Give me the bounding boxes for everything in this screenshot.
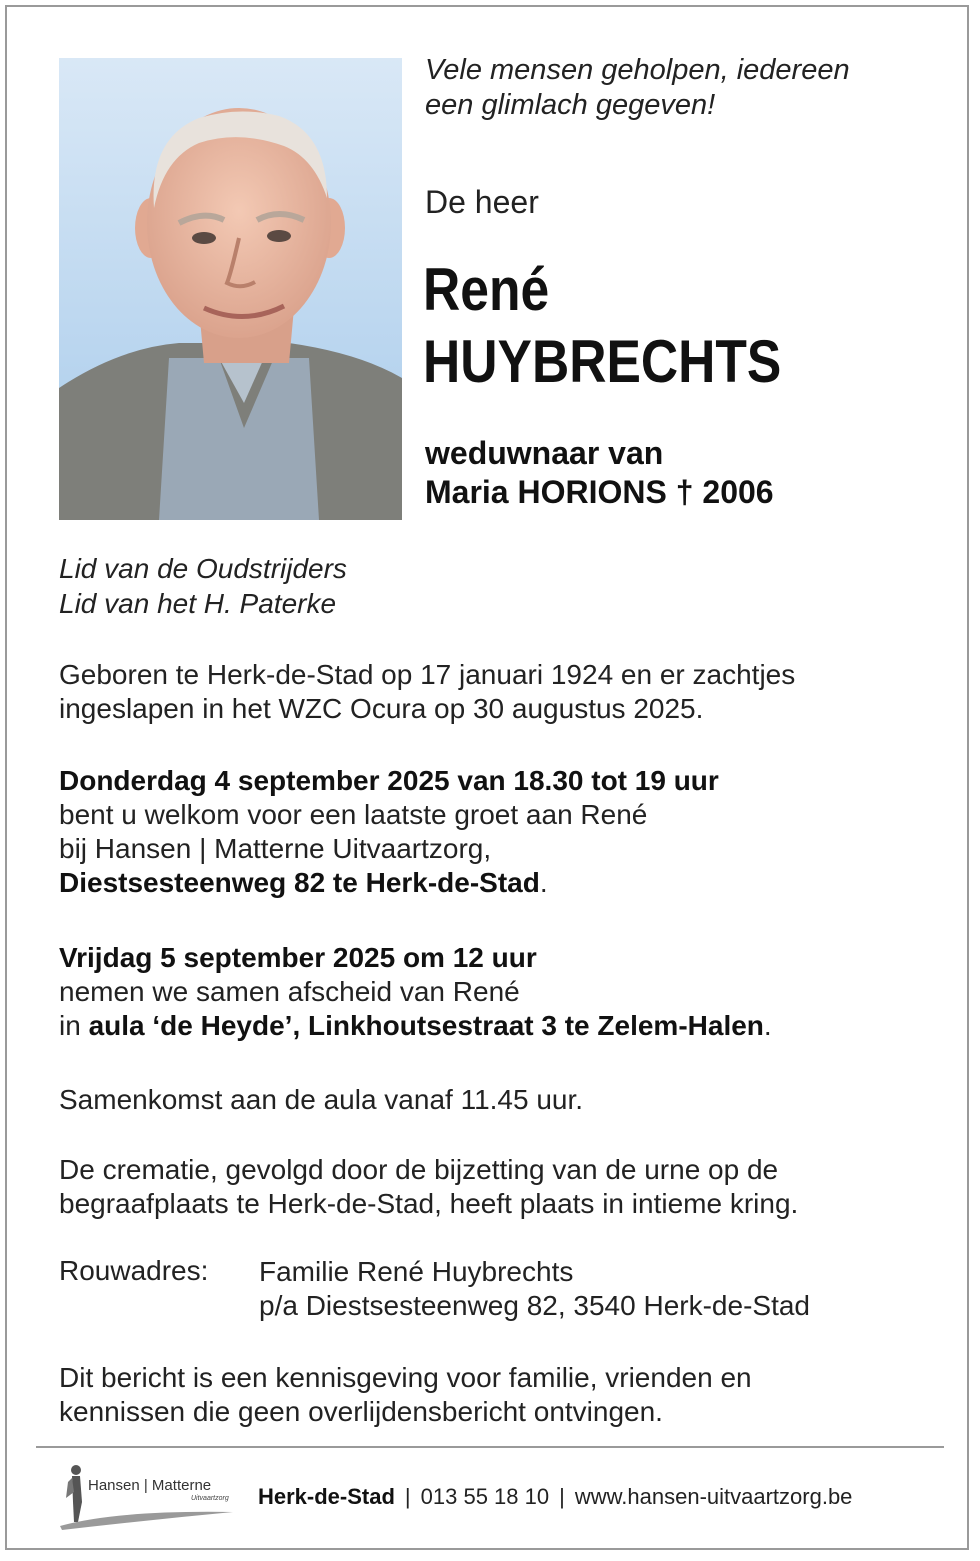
text-prefix: in bbox=[59, 1010, 89, 1041]
membership-line: Lid van het H. Paterke bbox=[59, 588, 337, 619]
footer-phone[interactable]: 013 55 18 10 bbox=[420, 1484, 550, 1509]
membership-line: Lid van de Oudstrijders bbox=[59, 553, 347, 584]
salutation: De heer bbox=[425, 184, 539, 220]
spouse-line: Maria HORIONS † 2006 bbox=[425, 474, 774, 510]
gathering-line: Samenkomst aan de aula vanaf 11.45 uur. bbox=[59, 1084, 584, 1115]
text-line: kennissen die geen overlijdensbericht ontvingen. bbox=[59, 1396, 663, 1427]
first-name: René bbox=[423, 256, 550, 323]
farewell-paragraph bbox=[59, 941, 939, 1043]
text-line: bent u welkom voor een laatste groet aan René bbox=[59, 799, 648, 830]
text-line: nemen we samen afscheid van René bbox=[59, 976, 520, 1007]
birth-death-paragraph bbox=[59, 658, 939, 726]
footer-website-link[interactable]: www.hansen-uitvaartzorg.be bbox=[574, 1484, 853, 1509]
logo-name: Hansen | Matterne bbox=[88, 1477, 212, 1494]
footer-town: Herk-de-Stad bbox=[258, 1484, 395, 1509]
text-line: begraafplaats te Herk-de-Stad, heeft plaats in intieme kring. bbox=[59, 1188, 799, 1219]
memberships bbox=[59, 551, 347, 621]
rouwadres-label: Rouwadres: bbox=[59, 1255, 209, 1286]
spouse-info bbox=[425, 434, 955, 512]
spouse-line: weduwnaar van bbox=[425, 435, 664, 471]
quote-line: een glimlach gegeven! bbox=[425, 89, 716, 121]
address-line: Familie René Huybrechts bbox=[259, 1256, 574, 1287]
farewell-location: aula ‘de Heyde’, Linkhoutsestraat 3 te Zelem-Halen bbox=[88, 1010, 764, 1041]
visitation-date: Donderdag 4 september 2025 van 18.30 tot 19 uur bbox=[59, 765, 719, 796]
quote bbox=[425, 53, 945, 123]
separator: | bbox=[404, 1484, 411, 1509]
cremation-paragraph bbox=[59, 1153, 939, 1221]
punctuation: . bbox=[539, 867, 548, 898]
punctuation: . bbox=[763, 1010, 772, 1041]
farewell-date: Vrijdag 5 september 2025 om 12 uur bbox=[59, 942, 537, 973]
text-line: Geboren te Herk-de-Stad op 17 januari 1924 en er zachtjes bbox=[59, 659, 796, 690]
logo-subtitle: Uitvaartzorg bbox=[191, 1495, 229, 1502]
quote-line: Vele mensen geholpen, iedereen bbox=[425, 54, 850, 86]
portrait-photo bbox=[59, 58, 402, 520]
footer-divider bbox=[36, 1446, 944, 1448]
text-line: Dit bericht is een kennisgeving voor familie, vrienden en bbox=[59, 1362, 752, 1393]
visitation-paragraph bbox=[59, 764, 939, 900]
last-name: HUYBRECHTS bbox=[423, 328, 782, 395]
text-line: bij Hansen | Matterne Uitvaartzorg, bbox=[59, 833, 492, 864]
separator: | bbox=[559, 1484, 565, 1509]
notice-paragraph bbox=[59, 1361, 939, 1429]
text-line: De crematie, gevolgd door de bijzetting van de urne op de bbox=[59, 1154, 779, 1185]
text-line: ingeslapen in het WZC Ocura op 30 augustus 2025. bbox=[59, 693, 704, 724]
address-line: p/a Diestsesteenweg 82, 3540 Herk-de-Stad bbox=[259, 1290, 810, 1321]
rouwadres-address bbox=[259, 1255, 810, 1323]
deceased-name bbox=[423, 254, 887, 398]
visitation-address: Diestsesteenweg 82 te Herk-de-Stad bbox=[59, 867, 540, 898]
footer-contact bbox=[258, 1484, 852, 1510]
